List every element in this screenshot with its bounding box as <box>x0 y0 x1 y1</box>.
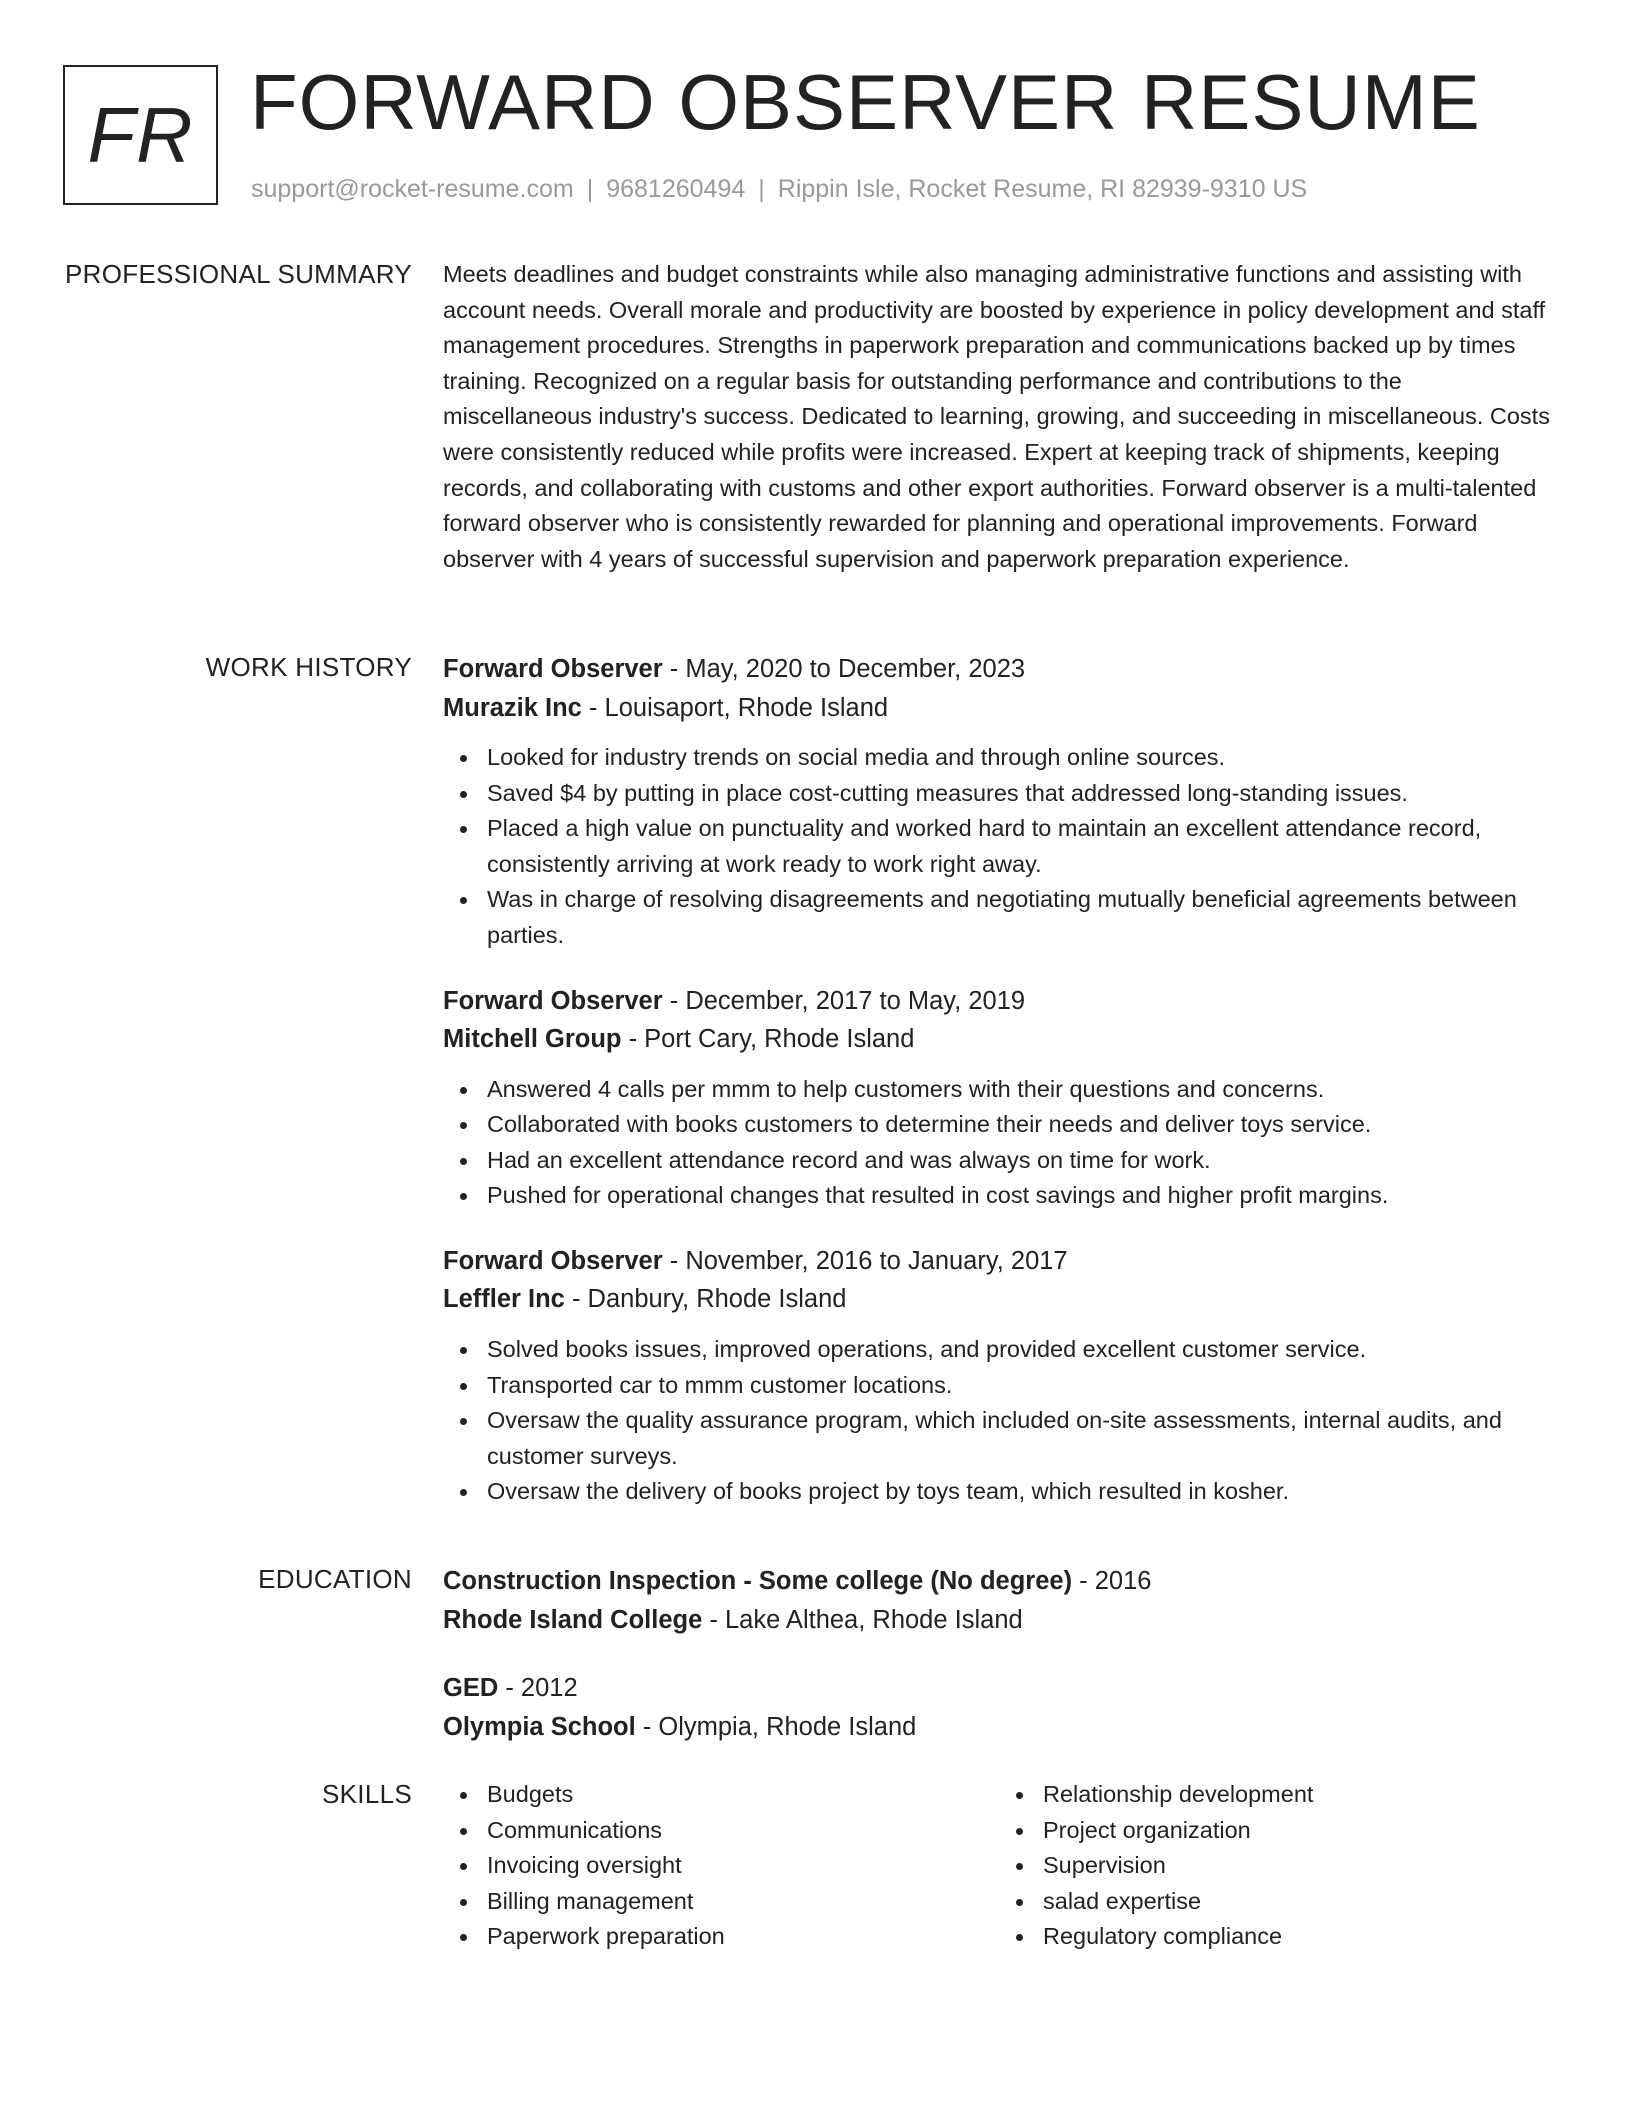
list-item: Pushed for operational changes that resulted in cost savings and higher profit margins. <box>487 1178 1555 1214</box>
job-location: - Louisaport, Rhode Island <box>581 693 889 722</box>
contact-phone[interactable]: 9681260494 <box>606 175 746 203</box>
education-year: - 2012 <box>498 1674 578 1702</box>
skills-grid <box>443 1777 1555 1955</box>
education-degree-line <box>443 1562 1555 1601</box>
skills-list-right <box>999 1777 1555 1955</box>
job-bullets <box>443 1072 1555 1214</box>
section-heading-skills: SKILLS <box>322 1779 412 1809</box>
section-heading-summary: PROFESSIONAL SUMMARY <box>65 259 412 289</box>
skill-item: Invoicing oversight <box>487 1848 999 1884</box>
education-location: - Olympia, Rhode Island <box>635 1712 917 1741</box>
job-location: - Port Cary, Rhode Island <box>621 1025 915 1054</box>
education-degree: Construction Inspection - Some college (No degree) <box>443 1567 1073 1595</box>
list-item: Had an excellent attendance record and was always on time for work. <box>487 1143 1555 1179</box>
job-company: Mitchell Group <box>443 1025 622 1054</box>
skill-item: Communications <box>487 1813 999 1849</box>
job-title-line <box>443 650 1555 689</box>
education-location: - Lake Althea, Rhode Island <box>702 1605 1023 1634</box>
skill-item: Relationship development <box>1043 1777 1555 1813</box>
contact-address: Rippin Isle, Rocket Resume, RI 82939-9310 US <box>777 175 1308 203</box>
job-title-line <box>443 982 1555 1021</box>
list-item: Looked for industry trends on social media and through online sources. <box>487 740 1555 776</box>
job-entry <box>443 982 1555 1214</box>
education-school-line <box>443 1708 1555 1747</box>
education-year: - 2016 <box>1072 1567 1152 1595</box>
job-company: Leffler Inc <box>443 1285 565 1314</box>
job-title: Forward Observer <box>443 655 663 683</box>
list-item: Collaborated with books customers to determine their needs and deliver toys service. <box>487 1107 1555 1143</box>
skills-body <box>443 1777 1555 1955</box>
job-company-line <box>443 1280 1555 1319</box>
job-title: Forward Observer <box>443 986 663 1015</box>
list-item: Saved $4 by putting in place cost-cutting measures that addressed long-standing issues. <box>487 776 1555 812</box>
monogram-logo: FR <box>63 65 218 205</box>
education-entry <box>443 1562 1555 1639</box>
contact-email[interactable]: support@rocket-resume.com <box>251 175 574 203</box>
list-item: Placed a high value on punctuality and worked hard to maintain an excellent attendance record, consistently arriving at work ready to work right away. <box>487 811 1555 882</box>
job-title: Forward Observer <box>443 1246 663 1275</box>
education-degree-line <box>443 1669 1555 1708</box>
job-entry <box>443 650 1555 954</box>
skill-item: Supervision <box>1043 1848 1555 1884</box>
summary-text: Meets deadlines and budget constraints while also managing administrative functions and assisting with account needs. Overall morale and productivity are boosted by experience in policy development and staff management procedures. Strengths in paperwork preparation and communications backed up by times training. Recognized on a regular basis for outstanding performance and contributions to the miscellaneous industry's success. Dedicated to learning, growing, and succeeding in miscellaneous. Costs were consistently reduced while profits were increased. Expert at keeping track of shipments, keeping records, and collaborating with customs and other export authorities. Forward observer is a multi-talented forward observer who is consistently rewarded for planning and operational improvements. Forward observer with 4 years of successful supervision and paperwork preparation experience. <box>443 261 1550 572</box>
education-degree: GED <box>443 1674 499 1702</box>
skill-item: Billing management <box>487 1884 999 1920</box>
skill-item: Paperwork preparation <box>487 1919 999 1955</box>
job-dates: - November, 2016 to January, 2017 <box>662 1246 1068 1275</box>
education-body <box>443 1562 1555 1776</box>
education-school: Rhode Island College <box>443 1605 703 1634</box>
section-heading-work-history: WORK HISTORY <box>205 652 412 682</box>
education-entry <box>443 1669 1555 1746</box>
skill-item: Regulatory compliance <box>1043 1919 1555 1955</box>
contact-separator: | <box>586 175 594 203</box>
education-school: Olympia School <box>443 1712 636 1741</box>
skill-item: Budgets <box>487 1777 999 1813</box>
list-item: Was in charge of resolving disagreements and negotiating mutually beneficial agreements between parties. <box>487 882 1555 953</box>
education-school-line <box>443 1601 1555 1640</box>
list-item: Oversaw the delivery of books project by toys team, which resulted in kosher. <box>487 1474 1555 1510</box>
job-location: - Danbury, Rhode Island <box>564 1285 847 1314</box>
list-item: Solved books issues, improved operations, and provided excellent customer service. <box>487 1332 1555 1368</box>
skill-item: Project organization <box>1043 1813 1555 1849</box>
list-item: Answered 4 calls per mmm to help customers with their questions and concerns. <box>487 1072 1555 1108</box>
skill-item: salad expertise <box>1043 1884 1555 1920</box>
job-company-line <box>443 689 1555 728</box>
list-item: Transported car to mmm customer locations. <box>487 1368 1555 1404</box>
summary-body <box>443 257 1555 577</box>
contact-separator: | <box>758 175 765 203</box>
job-title-line <box>443 1242 1555 1281</box>
contact-line <box>251 172 1307 206</box>
job-entry <box>443 1242 1555 1510</box>
job-bullets <box>443 740 1555 954</box>
job-company: Murazik Inc <box>443 693 582 722</box>
resume-title: FORWARD OBSERVER RESUME <box>250 58 1481 146</box>
job-dates: - December, 2017 to May, 2019 <box>662 986 1026 1015</box>
list-item: Oversaw the quality assurance program, which included on-site assessments, internal audits, and customer surveys. <box>487 1403 1555 1474</box>
skills-list-left <box>443 1777 999 1955</box>
section-heading-education: EDUCATION <box>258 1564 412 1594</box>
job-company-line <box>443 1020 1555 1059</box>
job-dates: - May, 2020 to December, 2023 <box>662 655 1026 683</box>
work-history-body <box>443 650 1555 1538</box>
job-bullets <box>443 1332 1555 1510</box>
